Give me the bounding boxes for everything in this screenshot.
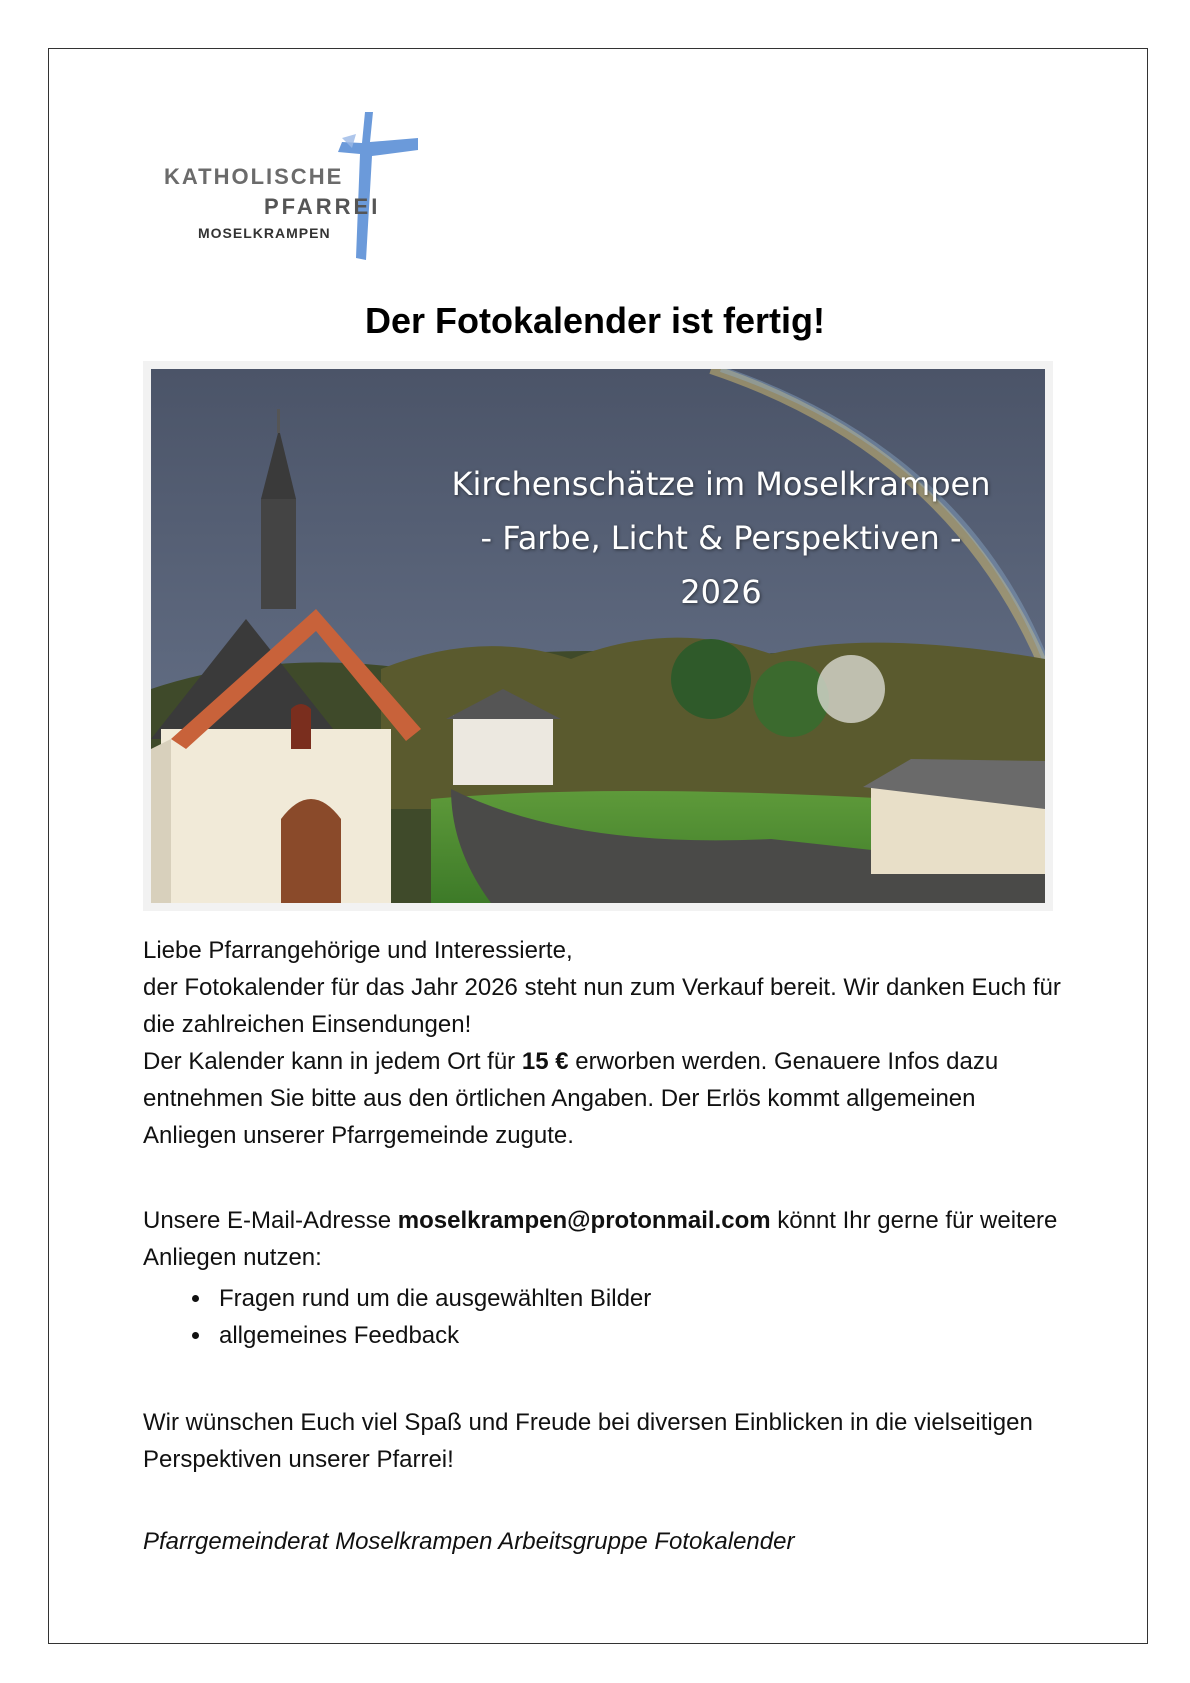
photo-caption xyxy=(441,457,1001,619)
logo-line-3: MOSELKRAMPEN xyxy=(198,225,331,241)
page-title: Der Fotokalender ist fertig! xyxy=(364,300,826,341)
list-item: • Fragen rund um die ausgewählten Bilder xyxy=(213,1280,1063,1317)
price-text-before: Der Kalender kann in jedem Ort für xyxy=(143,1048,522,1075)
price-value: 15 € xyxy=(521,1048,569,1075)
paragraph-email xyxy=(143,1202,1063,1276)
greeting: Liebe Pfarrangehörige und Interessierte, xyxy=(143,937,573,964)
closing-paragraph: Wir wünschen Euch viel Spaß und Freude bei diversen Einblicken in die vielseitigen Perspektiven unserer Pfarrei! xyxy=(143,1409,1033,1473)
caption-line-1: Kirchenschätze im Moselkrampen xyxy=(451,465,991,503)
topic-list xyxy=(143,1280,1063,1354)
email-text-after: könnt Ihr gerne für weitere Anliegen nutzen: xyxy=(143,1207,1058,1271)
intro-section xyxy=(143,932,1063,1154)
closing-section xyxy=(143,1404,1063,1478)
parish-logo xyxy=(160,108,430,263)
calendar-cover-photo xyxy=(143,361,1053,911)
signature: Pfarrgemeinderat Moselkrampen Arbeitsgruppe Fotokalender xyxy=(143,1528,795,1555)
list-item: • allgemeines Feedback xyxy=(213,1317,1063,1354)
paragraph-thanks: der Fotokalender für das Jahr 2026 steht nun zum Verkauf bereit. Wir danken Euch für die zahlreichen Einsendungen! xyxy=(143,974,1061,1038)
contact-section xyxy=(143,1202,1063,1354)
email-text-before: Unsere E-Mail-Adresse xyxy=(143,1207,398,1234)
price-text-after: erworben werden. Genauere Infos dazu entnehmen Sie bitte aus den örtlichen Angaben. Der Erlös kommt allgemeinen Anliegen unserer Pfarrgemeinde zugute. xyxy=(143,1048,999,1149)
logo-line-2: PFARREI xyxy=(264,194,381,219)
caption-line-3: 2026 xyxy=(680,573,762,611)
logo-line-1: KATHOLISCHE xyxy=(164,164,344,189)
caption-line-2: - Farbe, Licht & Perspektiven - xyxy=(480,519,962,557)
email-address[interactable]: moselkrampen@protonmail.com xyxy=(397,1207,771,1234)
paragraph-price xyxy=(143,1043,1063,1154)
